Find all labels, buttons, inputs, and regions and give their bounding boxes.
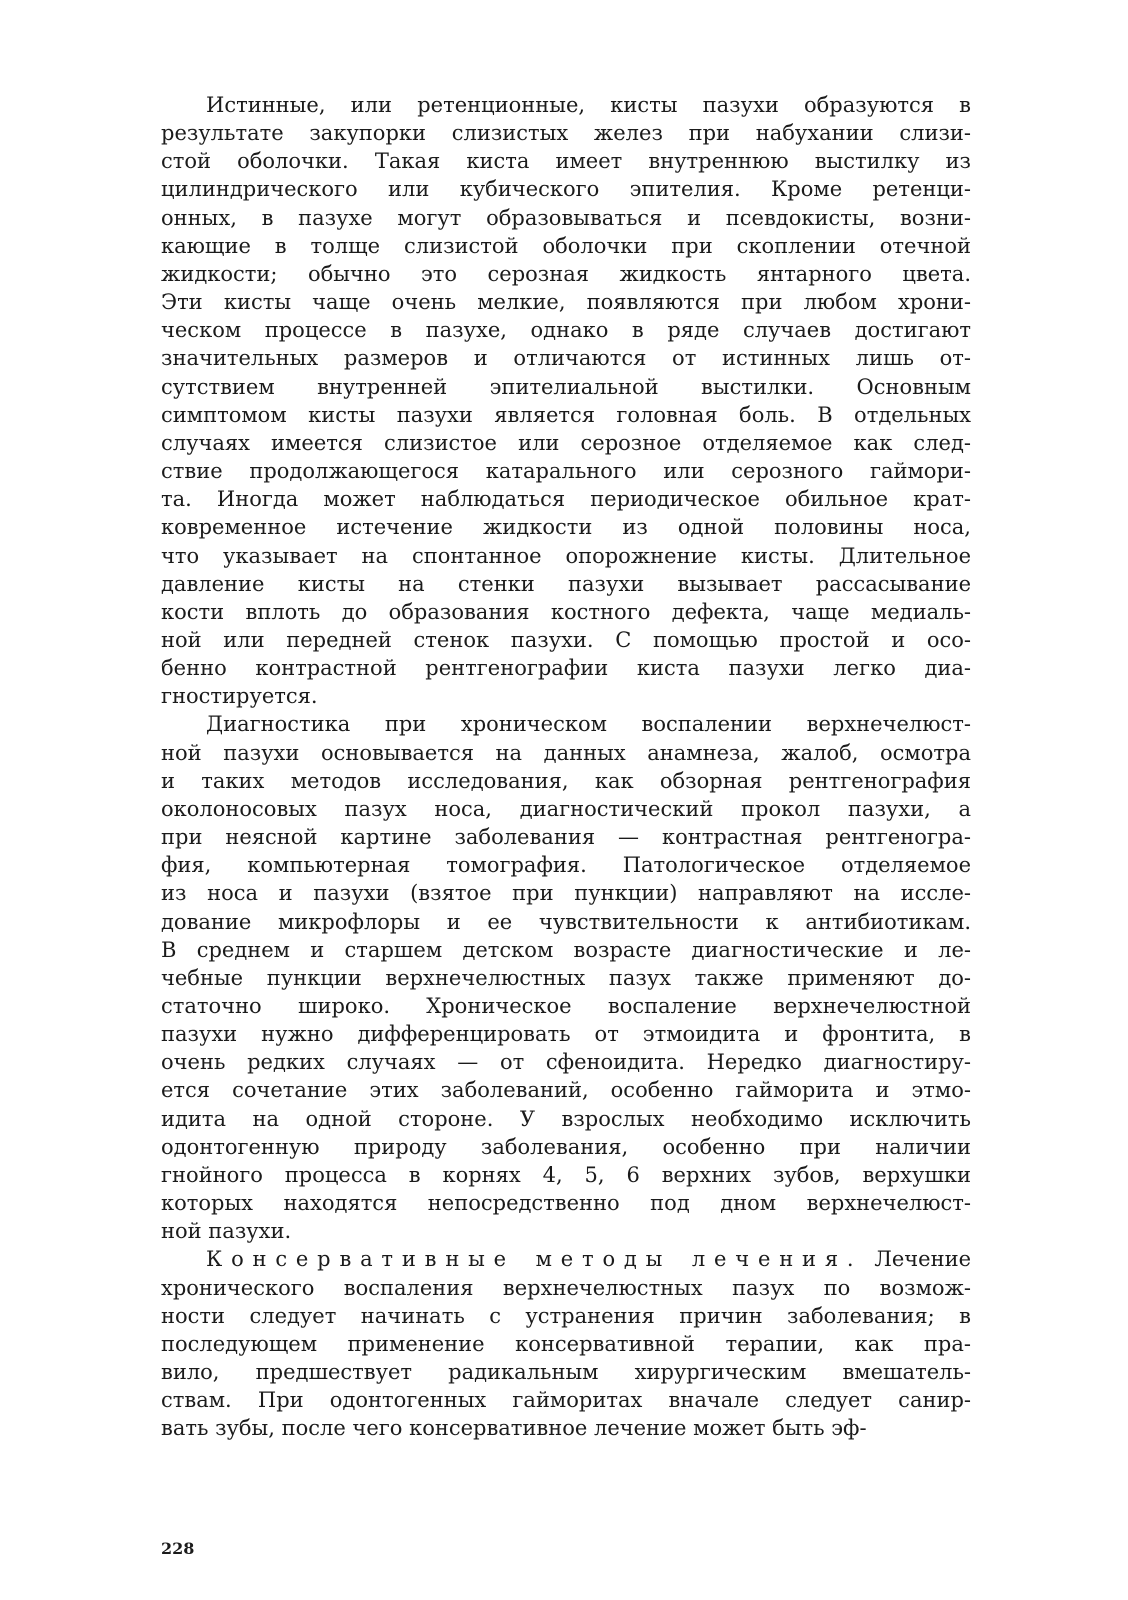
heading-line-rest: Лечение xyxy=(874,1247,971,1272)
text-line: результате закупорки слизистых желез при набухании слизи- xyxy=(161,121,971,146)
text-line xyxy=(161,1245,971,1273)
text-line: Эти кисты чаще очень мелкие, появляются при любом хрони- xyxy=(161,290,971,315)
text-line: гностируется. xyxy=(161,684,318,709)
text-line: одонтогенную природу заболевания, особенно при наличии xyxy=(161,1134,971,1159)
text-line: идита на одной стороне. У взрослых необходимо исключить xyxy=(161,1106,971,1131)
text-line: ной или передней стенок пазухи. С помощью простой и осо- xyxy=(161,627,971,652)
text-line: хронического воспаления верхнечелюстных пазух по возмож- xyxy=(161,1275,971,1300)
paragraph-diagnostics xyxy=(161,710,971,1245)
text-line: ной пазухи. xyxy=(161,1219,292,1244)
text-line: последующем применение консервативной терапии, как пра- xyxy=(161,1331,971,1356)
text-line: онных, в пазухе могут образовываться и псевдокисты, возни- xyxy=(161,205,971,230)
body-text xyxy=(161,91,971,1443)
text-line: статочно широко. Хроническое воспаление верхнечелюстной xyxy=(161,994,971,1018)
paragraph-cysts xyxy=(161,91,971,710)
page-number: 228 xyxy=(161,1539,195,1558)
text-line: жидкости; обычно это серозная жидкость янтарного цвета. xyxy=(161,261,971,286)
text-line: дование микрофлоры и ее чувствительности к антибиотикам. xyxy=(161,909,971,934)
section-heading: Консервативные методы лечения. xyxy=(206,1247,863,1272)
text-line: кости вплоть до образования костного дефекта, чаще медиаль- xyxy=(161,599,971,624)
text-line: В среднем и старшем детском возрасте диагностические и ле- xyxy=(161,937,971,962)
text-line: ной пазухи основывается на данных анамнеза, жалоб, осмотра xyxy=(161,740,971,765)
text-line: ковременное истечение жидкости из одной половины носа, xyxy=(161,515,971,540)
text-line: из носа и пазухи (взятое при пункции) направляют на иссле- xyxy=(161,881,971,906)
text-line: кающие в толще слизистой оболочки при скоплении отечной xyxy=(161,233,971,258)
text-line: значительных размеров и отличаются от истинных лишь от- xyxy=(161,346,971,371)
text-line: при неясной картине заболевания — контрастная рентгеногра- xyxy=(161,825,971,850)
text-line: ности следует начинать с устранения причин заболевания; в xyxy=(161,1303,971,1328)
text-line: чебные пункции верхнечелюстных пазух также применяют до- xyxy=(161,965,971,990)
text-line: случаях имеется слизистое или серозное отделяемое как след- xyxy=(161,430,971,455)
text-line: ется сочетание этих заболеваний, особенно гайморита и этмо- xyxy=(161,1078,971,1103)
text-line: очень редких случаях — от сфеноидита. Нередко диагностиру- xyxy=(161,1050,971,1075)
text-line: та. Иногда может наблюдаться периодическое обильное крат- xyxy=(161,487,971,512)
text-line: которых находятся непосредственно под дном верхнечелюст- xyxy=(161,1191,971,1216)
text-line: ческом процессе в пазухе, однако в ряде случаев достигают xyxy=(161,318,971,343)
text-line: Диагностика при хроническом воспалении верхнечелюст- xyxy=(206,712,971,737)
text-line: вать зубы, после чего консервативное лечение может быть эф- xyxy=(161,1416,867,1441)
text-line: вило, предшествует радикальным хирургическим вмешатель- xyxy=(161,1360,971,1385)
text-line: бенно контрастной рентгенографии киста пазухи легко диа- xyxy=(161,656,971,681)
text-line: что указывает на спонтанное опорожнение кисты. Длительное xyxy=(161,543,971,568)
text-line: цилиндрического или кубического эпителия. Кроме ретенци- xyxy=(161,177,971,202)
text-line: гнойного процесса в корнях 4, 5, 6 верхних зубов, верхушки xyxy=(161,1162,971,1187)
text-line: и таких методов исследования, как обзорная рентгенография xyxy=(161,768,971,793)
text-line: фия, компьютерная томография. Патологическое отделяемое xyxy=(161,853,971,878)
text-line: ствам. При одонтогенных гайморитах вначале следует санир- xyxy=(161,1388,971,1413)
paragraph-conservative-treatment xyxy=(161,1245,971,1442)
text-line: давление кисты на стенки пазухи вызывает рассасывание xyxy=(161,571,971,596)
text-line: Истинные, или ретенционные, кисты пазухи образуются в xyxy=(206,93,971,117)
text-line: ствие продолжающегося катарального или серозного гаймори- xyxy=(161,459,971,484)
text-line: симптомом кисты пазухи является головная боль. В отдельных xyxy=(161,402,971,427)
text-line: пазухи нужно дифференцировать от этмоидита и фронтита, в xyxy=(161,1022,971,1047)
text-line: стой оболочки. Такая киста имеет внутреннюю выстилку из xyxy=(161,149,971,174)
text-line: околоносовых пазух носа, диагностический прокол пазухи, а xyxy=(161,796,971,821)
text-line: сутствием внутренней эпителиальной выстилки. Основным xyxy=(161,374,971,399)
